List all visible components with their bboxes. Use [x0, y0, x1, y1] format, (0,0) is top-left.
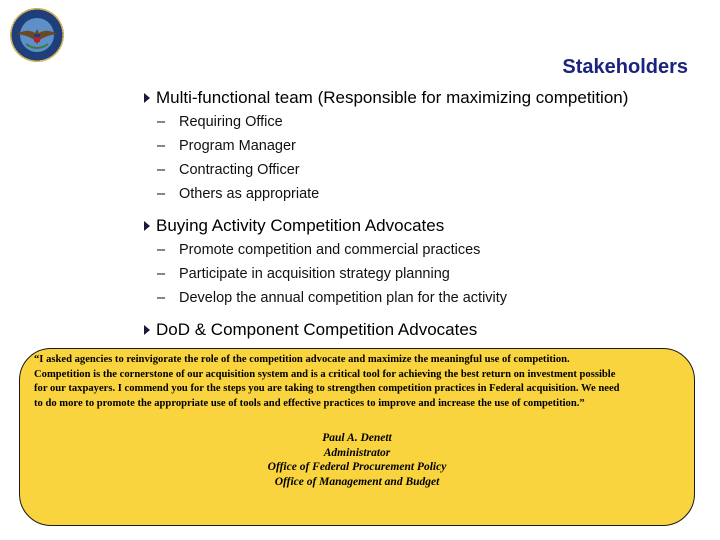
attribution-name: Paul A. Denett: [322, 432, 392, 444]
dash-marker: –: [157, 138, 166, 154]
dash-marker: –: [157, 290, 166, 306]
sub-bullet-label: Requiring Office: [179, 114, 283, 130]
attribution-office: Office of Federal Procurement Policy: [267, 461, 447, 473]
bullet-item: [144, 318, 704, 342]
sub-bullet-label: Program Manager: [179, 138, 296, 154]
sub-bullet-item: [144, 238, 704, 262]
quote-line: to do more to promote the appropriate use of tools and effective practices to improve and increase the use of competition.”: [34, 397, 585, 409]
bullet-label: Buying Activity Competition Advocates: [156, 216, 445, 235]
attribution-agency: Office of Management and Budget: [274, 475, 440, 488]
quote-line: Competition is the cornerstone of our acquisition system and is a critical tool for achieving the best return on investment possible: [34, 368, 616, 380]
bullet-group-dod-component: [144, 318, 704, 342]
sub-bullet-item: [144, 158, 704, 182]
bullet-group-multi-functional-team: [144, 86, 704, 206]
quote-line: “I asked agencies to reinvigorate the role of the competition advocate and maximize the meaningful use of competition.: [34, 354, 570, 365]
dash-marker: –: [157, 186, 166, 202]
sub-bullet-label: Develop the annual competition plan for the activity: [179, 290, 508, 306]
bullet-label: Multi-functional team (Responsible for maximizing competition): [156, 88, 629, 107]
dash-marker: –: [157, 114, 166, 130]
sub-bullet-item: [144, 182, 704, 206]
sub-bullet-label: Promote competition and commercial practices: [179, 242, 481, 258]
quote-callout: [19, 348, 695, 526]
sub-bullet-item: [144, 134, 704, 158]
quote-attribution: [20, 431, 694, 489]
dash-marker: –: [157, 266, 166, 282]
sub-bullet-label: Participate in acquisition strategy planning: [179, 266, 450, 282]
sub-bullet-label: Contracting Officer: [179, 162, 300, 178]
bullet-item: [144, 86, 704, 110]
bullet-item: [144, 214, 704, 238]
quote-line: for our taxpayers. I commend you for the steps you are taking to strengthen competition practices in Federal acquisition. We need: [34, 383, 620, 394]
dash-marker: –: [157, 162, 166, 178]
bullet-label: DoD & Component Competition Advocates: [156, 320, 478, 339]
slide-title: Stakeholders: [562, 56, 688, 78]
sub-bullet-label: Others as appropriate: [179, 186, 320, 202]
triangle-bullet-icon: [144, 325, 150, 335]
sub-bullet-item: [144, 110, 704, 134]
bullet-group-buying-activity: [144, 214, 704, 310]
sub-bullet-item: [144, 286, 704, 310]
bullet-list: [144, 86, 704, 350]
department-of-defense-seal-icon: [8, 4, 66, 86]
dash-marker: –: [157, 242, 166, 258]
attribution-role: Administrator: [323, 446, 391, 459]
triangle-bullet-icon: [144, 93, 150, 103]
quote-text: [34, 353, 694, 411]
triangle-bullet-icon: [144, 221, 150, 231]
sub-bullet-item: [144, 262, 704, 286]
